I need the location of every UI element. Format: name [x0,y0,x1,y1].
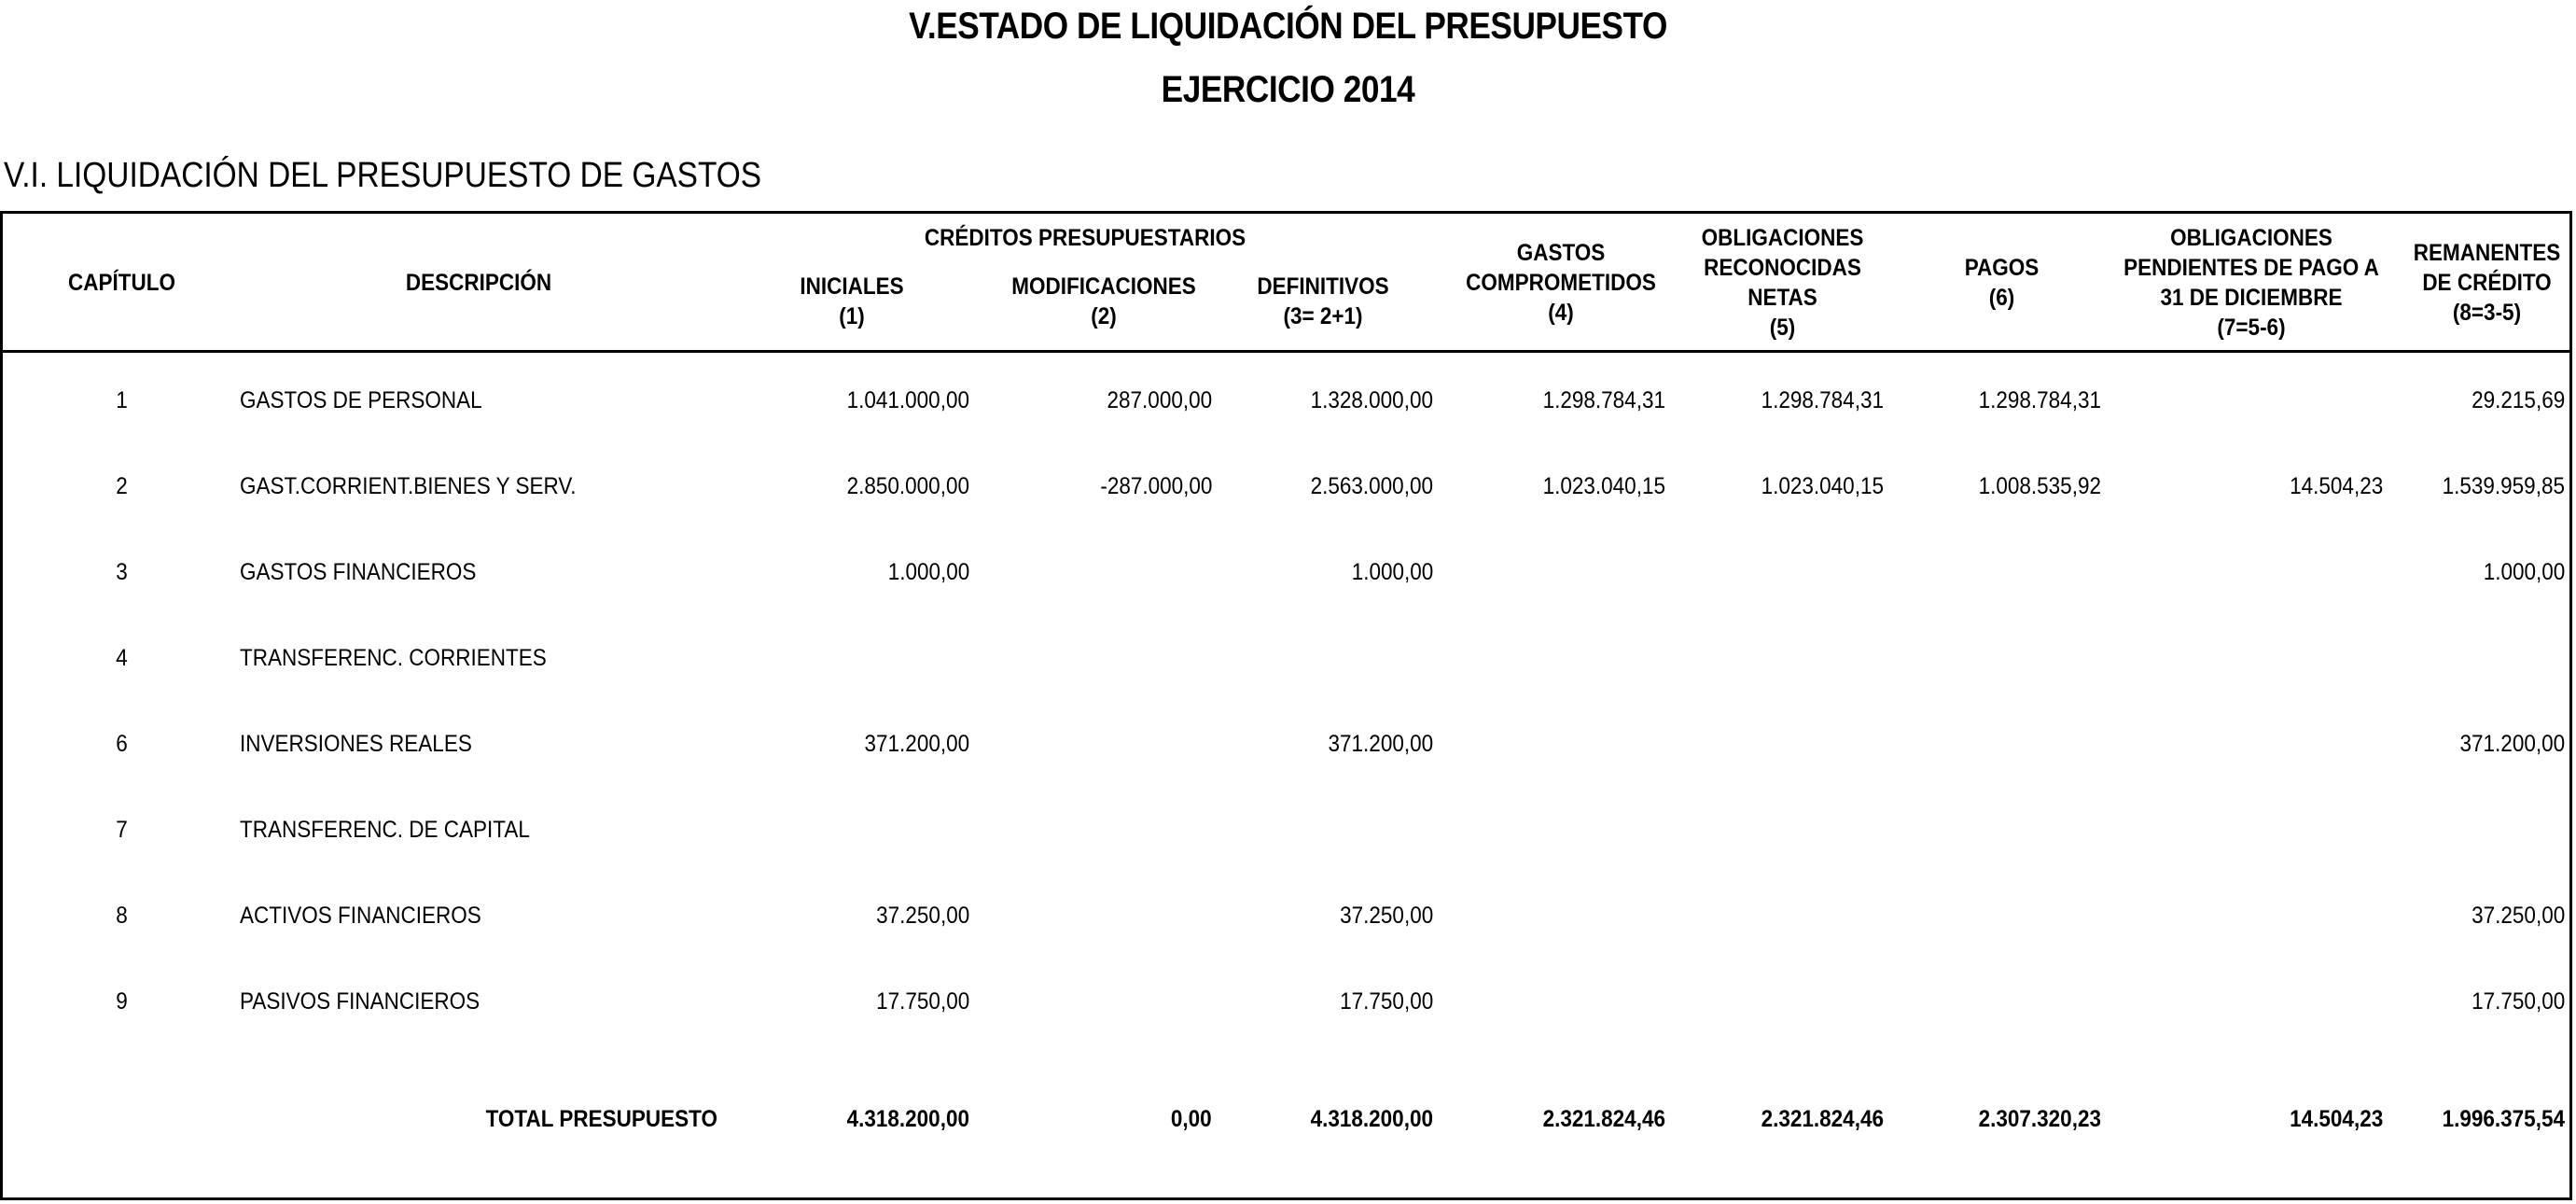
cell-modificaciones: -287.000,00 [1099,473,1212,499]
cell-definitivos: 1.000,00 [1351,559,1433,585]
cell-pagos: 1.298.784,31 [1978,387,2101,413]
cell-remanentes: 1.539.959,85 [2442,473,2565,499]
cell-descripcion: GAST.CORRIENT.BIENES Y SERV. [240,473,577,499]
total-label: TOTAL PRESUPUESTO [485,1106,717,1132]
cell-obligaciones: 1.298.784,31 [1761,387,1884,413]
cell-remanentes: 371.200,00 [2459,731,2565,757]
cell-capitulo: 8 [116,903,128,929]
total-remanentes: 1.996.375,54 [2442,1106,2565,1132]
cell-iniciales: 37.250,00 [875,903,969,929]
cell-pendientes: 14.504,23 [2289,473,2383,499]
cell-capitulo: 1 [116,387,128,413]
cell-capitulo: 7 [116,817,128,843]
cell-definitivos: 1.328.000,00 [1310,387,1433,413]
cell-iniciales: 1.000,00 [887,559,969,585]
document-subtitle-year: EJERCICIO 2014 [1161,69,1415,110]
document-title: V.ESTADO DE LIQUIDACIÓN DEL PRESUPUESTO [909,6,1667,47]
total-pendientes: 14.504,23 [2289,1106,2383,1132]
cell-definitivos: 17.750,00 [1339,988,1433,1015]
header-remanentes: REMANENTES DE CRÉDITO (8=3-5) [2413,240,2561,326]
cell-definitivos: 37.250,00 [1339,903,1433,929]
cell-descripcion: TRANSFERENC. DE CAPITAL [240,817,530,843]
total-definitivos: 4.318.200,00 [1310,1106,1433,1132]
cell-comprometidos: 1.023.040,15 [1542,473,1665,499]
cell-iniciales: 17.750,00 [875,988,969,1015]
header-descripcion: DESCRIPCIÓN [405,270,552,296]
cell-comprometidos: 1.298.784,31 [1542,387,1665,413]
cell-iniciales: 1.041.000,00 [846,387,969,413]
cell-remanentes: 37.250,00 [2471,903,2565,929]
total-pagos: 2.307.320,23 [1978,1106,2101,1132]
cell-descripcion: GASTOS DE PERSONAL [240,387,482,413]
total-obligaciones: 2.321.824,46 [1761,1106,1884,1132]
header-capitulo: CAPÍTULO [67,270,176,296]
cell-iniciales: 371.200,00 [864,731,969,757]
total-iniciales: 4.318.200,00 [846,1106,969,1132]
section-title: V.I. LIQUIDACIÓN DEL PRESUPUESTO DE GASTOS [4,156,762,195]
header-pendientes: OBLIGACIONES PENDIENTES DE PAGO A 31 DE DICIEMBRE (7=5-6) [2123,225,2379,341]
cell-capitulo: 3 [116,559,128,585]
cell-remanentes: 1.000,00 [2483,559,2565,585]
cell-descripcion: ACTIVOS FINANCIEROS [240,903,481,929]
cell-descripcion: TRANSFERENC. CORRIENTES [240,645,547,671]
cell-remanentes: 17.750,00 [2471,988,2565,1015]
cell-capitulo: 9 [116,988,128,1015]
cell-descripcion: INVERSIONES REALES [240,731,472,757]
total-modificaciones: 0,00 [1171,1106,1212,1132]
cell-remanentes: 29.215,69 [2471,387,2565,413]
cell-capitulo: 2 [116,473,128,499]
cell-descripcion: GASTOS FINANCIEROS [240,559,477,585]
cell-capitulo: 6 [116,731,128,757]
header-divider [3,350,2569,353]
header-pagos: PAGOS (6) [1964,255,2040,311]
header-obligaciones: OBLIGACIONES RECONOCIDAS NETAS (5) [1701,225,1864,341]
header-iniciales: INICIALES (1) [800,273,904,329]
budget-table [0,211,2572,1200]
cell-modificaciones: 287.000,00 [1107,387,1212,413]
header-definitivos: DEFINITIVOS (3= 2+1) [1257,273,1389,329]
cell-obligaciones: 1.023.040,15 [1761,473,1884,499]
header-creditos-group: CRÉDITOS PRESUPUESTARIOS [924,225,1246,251]
cell-pagos: 1.008.535,92 [1978,473,2101,499]
cell-capitulo: 4 [116,645,128,671]
cell-iniciales: 2.850.000,00 [846,473,969,499]
cell-definitivos: 371.200,00 [1328,731,1433,757]
total-comprometidos: 2.321.824,46 [1542,1106,1665,1132]
cell-definitivos: 2.563.000,00 [1310,473,1433,499]
header-comprometidos: GASTOS COMPROMETIDOS (4) [1466,240,1656,326]
cell-descripcion: PASIVOS FINANCIEROS [240,988,480,1015]
header-modificaciones: MODIFICACIONES (2) [1011,273,1196,329]
